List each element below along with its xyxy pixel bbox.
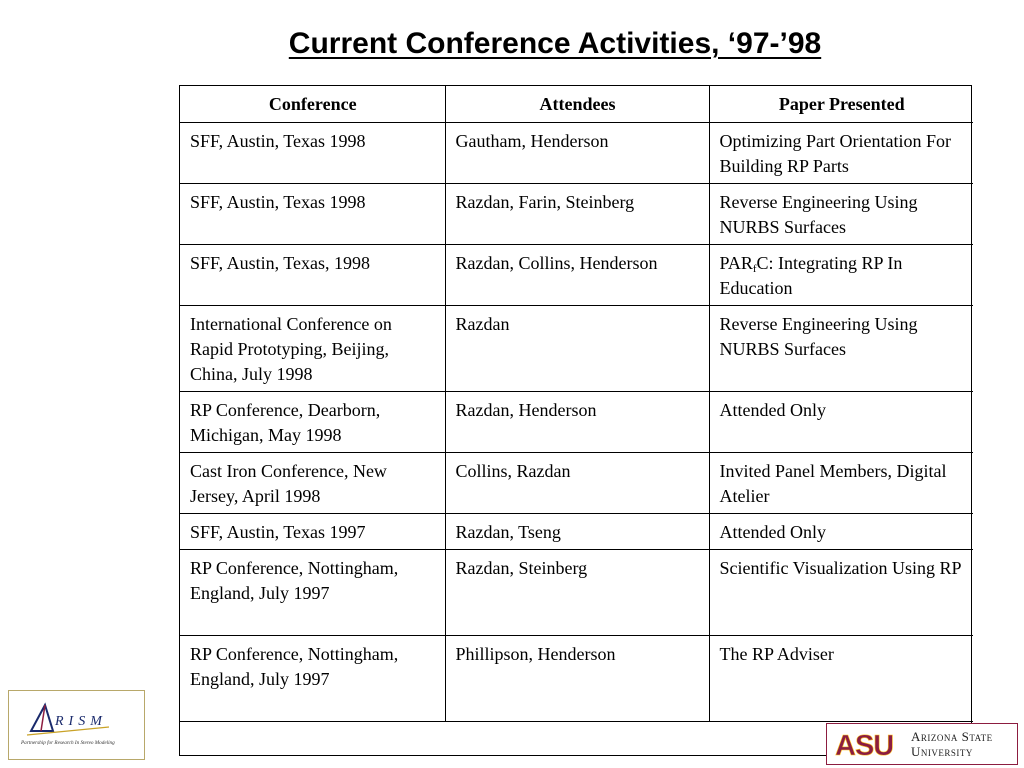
table-row [180,306,973,392]
table-row [180,514,973,550]
asu-logo-mark [833,728,903,760]
cell-conference: RP Conference, Nottingham, England, July 1997 [180,550,445,636]
table-row [180,245,973,306]
cell-attendees: Razdan, Steinberg [445,550,709,636]
table-row [180,636,973,722]
cell-paper: Reverse Engineering Using NURBS Surfaces [709,184,973,245]
cell-conference: SFF, Austin, Texas, 1998 [180,245,445,306]
column-header-conference: Conference [180,86,445,123]
cell-paper: Reverse Engineering Using NURBS Surfaces [709,306,973,392]
conference-table-frame [179,85,972,756]
table-row [180,453,973,514]
cell-paper: Attended Only [709,392,973,453]
table-row [180,184,973,245]
cell-attendees: Razdan, Collins, Henderson [445,245,709,306]
cell-paper [709,245,973,306]
cell-conference: SFF, Austin, Texas 1998 [180,123,445,184]
cell-paper: Optimizing Part Orientation For Building RP Parts [709,123,973,184]
cell-conference: SFF, Austin, Texas 1997 [180,514,445,550]
asu-logo-line2: University [911,744,973,759]
cell-paper: Invited Panel Members, Digital Atelier [709,453,973,514]
cell-attendees: Collins, Razdan [445,453,709,514]
prism-logo [8,690,145,760]
cell-conference: International Conference on Rapid Prototyping, Beijing, China, July 1998 [180,306,445,392]
prism-logo-name: RISM [55,714,107,729]
table-row [180,550,973,636]
paper-name-prefix: PAR [719,253,753,273]
paper-name-subscript: f [752,263,757,275]
cell-conference: Cast Iron Conference, New Jersey, April 1998 [180,453,445,514]
asu-logo-mark-text: ASU [835,730,894,760]
cell-conference: RP Conference, Nottingham, England, July 1997 [180,636,445,722]
cell-paper: Scientific Visualization Using RP [709,550,973,636]
column-header-attendees: Attendees [445,86,709,123]
cell-paper: Attended Only [709,514,973,550]
asu-logo [826,723,1018,765]
prism-logo-graphic [9,691,144,759]
column-header-paper-presented: Paper Presented [709,86,973,123]
table-row [180,392,973,453]
cell-paper: The RP Adviser [709,636,973,722]
cell-attendees: Phillipson, Henderson [445,636,709,722]
slide-title: Current Conference Activities, ‘97-’98 [288,27,822,60]
table-row [180,123,973,184]
cell-conference: SFF, Austin, Texas 1998 [180,184,445,245]
asu-logo-wordmark [911,729,993,759]
conference-table [180,86,973,722]
cell-attendees: Razdan, Tseng [445,514,709,550]
table-header-row [180,86,973,123]
cell-attendees: Gautham, Henderson [445,123,709,184]
paper-name-suffix: C: Integrating RP In Education [719,253,903,298]
cell-attendees: Razdan, Farin, Steinberg [445,184,709,245]
asu-logo-line1: Arizona State [911,729,993,744]
prism-logo-tagline: Partnership for Research In Stereo Modeling [21,740,115,746]
cell-attendees: Razdan, Henderson [445,392,709,453]
cell-attendees: Razdan [445,306,709,392]
cell-conference: RP Conference, Dearborn, Michigan, May 1998 [180,392,445,453]
